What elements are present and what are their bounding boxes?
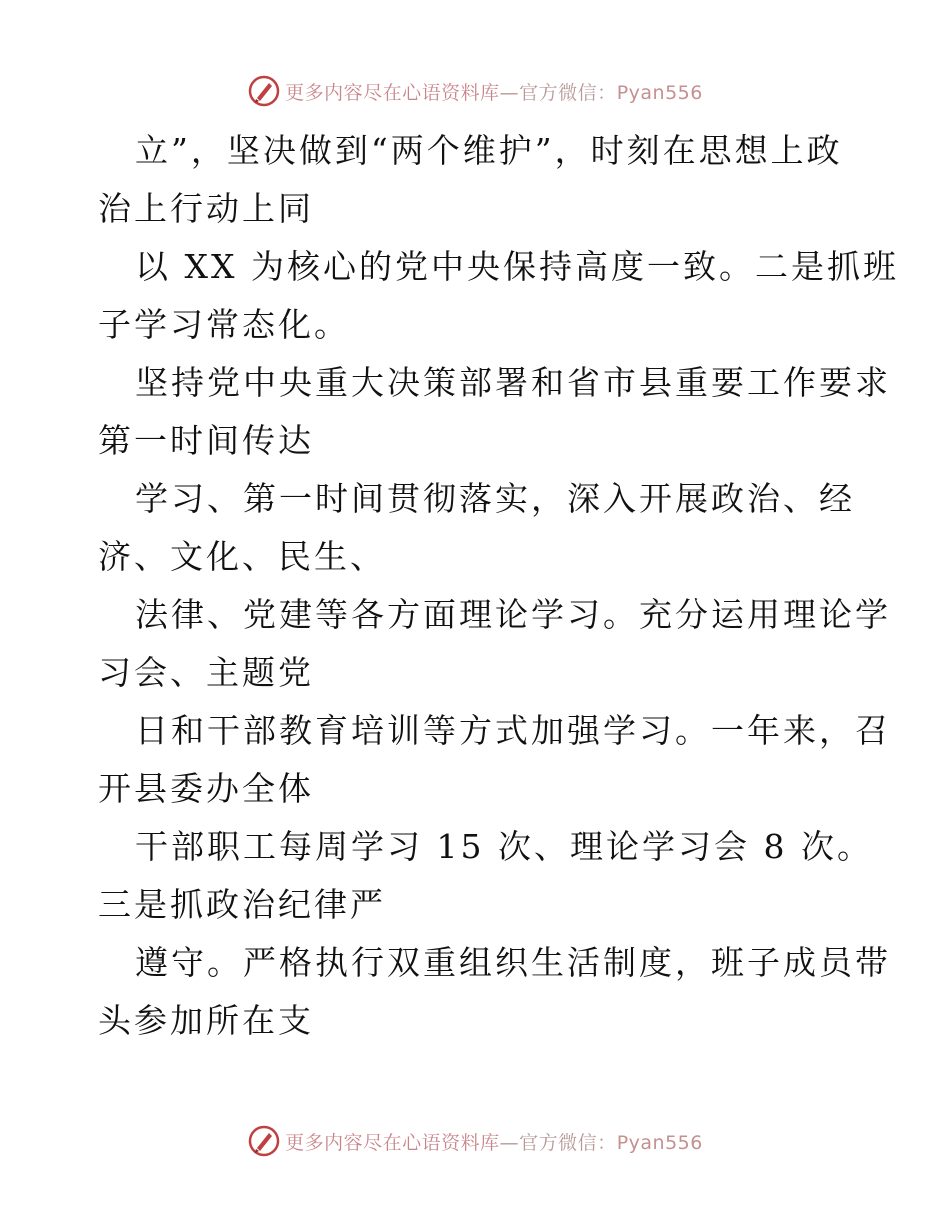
watermark-text xyxy=(285,1128,703,1155)
paragraph-line: 学习、第一时间贯彻落实，深入开展政治、经 xyxy=(135,479,855,518)
watermark-text xyxy=(285,78,703,105)
pen-logo-icon xyxy=(247,1124,281,1158)
paragraph-line: 坚持党中央重大决策部署和省市县重要工作要求 xyxy=(135,363,891,402)
watermark-wechat-id: Pyan556 xyxy=(616,1131,703,1154)
paragraph-line: 以 XX 为核心的党中央保持高度一致。二是抓班 xyxy=(135,247,899,286)
footer-watermark xyxy=(0,1121,950,1161)
watermark-wechat-label: —官方微信： xyxy=(499,81,617,104)
paragraph-line: 治上行动上同 xyxy=(98,189,314,228)
paragraph-line: 日和干部教育培训等方式加强学习。一年来，召 xyxy=(135,711,891,750)
paragraph-line: 头参加所在支 xyxy=(98,1001,314,1040)
watermark-wechat-label: —官方微信： xyxy=(499,1131,617,1154)
document-body xyxy=(98,122,899,1050)
watermark-library-name: 更多内容尽在心语资料库 xyxy=(285,1131,500,1154)
paragraph-line: 子学习常态化。 xyxy=(98,305,350,344)
watermark-wechat-id: Pyan556 xyxy=(616,81,703,104)
header-watermark xyxy=(0,71,950,111)
paragraph-line: 习会、主题党 xyxy=(98,653,314,692)
paragraph-line: 遵守。严格执行双重组织生活制度，班子成员带 xyxy=(135,943,891,982)
paragraph-line: 三是抓政治纪律严 xyxy=(98,885,386,924)
paragraph-line: 开县委办全体 xyxy=(98,769,314,808)
paragraph-line: 立”，坚决做到“两个维护”，时刻在思想上政 xyxy=(135,131,843,170)
paragraph-line: 济、文化、民生、 xyxy=(98,537,386,576)
paragraph-line: 法律、党建等各方面理论学习。充分运用理论学 xyxy=(135,595,891,634)
paragraph-line: 干部职工每周学习 15 次、理论学习会 8 次。 xyxy=(135,827,873,866)
watermark-library-name: 更多内容尽在心语资料库 xyxy=(285,81,500,104)
pen-logo-icon xyxy=(247,74,281,108)
paragraph-line: 第一时间传达 xyxy=(98,421,314,460)
